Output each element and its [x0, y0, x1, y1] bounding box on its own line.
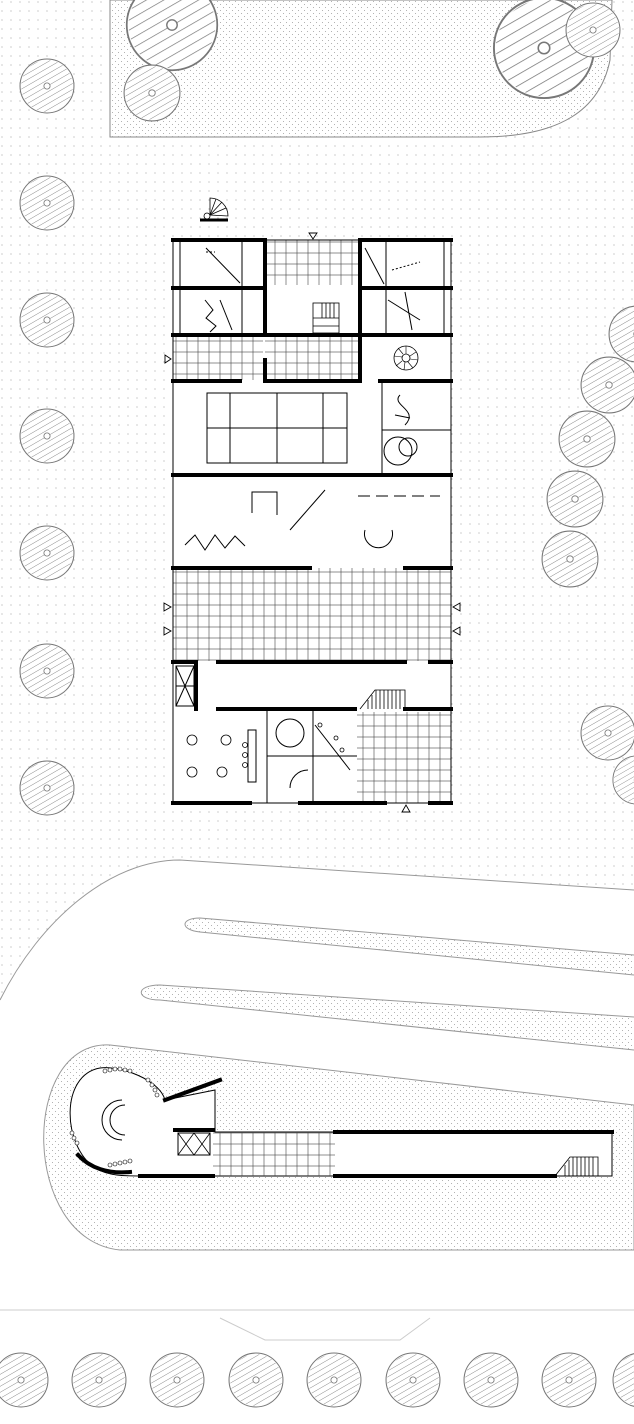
tree-icon: [581, 706, 634, 760]
tree-icon: [20, 644, 74, 698]
tree-icon: [542, 1353, 596, 1407]
tree-icon: [542, 531, 598, 587]
tree-icon: [20, 526, 74, 580]
tree-icon: [20, 293, 74, 347]
tree-icon: [307, 1353, 361, 1407]
tree-icon: [0, 1353, 48, 1407]
stair-icon: [313, 303, 339, 333]
tree-icon: [20, 409, 74, 463]
tree-icon: [20, 176, 74, 230]
bottom-tree-row: [0, 1353, 634, 1407]
tree-icon: [581, 357, 634, 413]
tree-icon: [464, 1353, 518, 1407]
tree-icon: [20, 59, 74, 113]
tree-icon: [547, 471, 603, 527]
main-building: [173, 198, 451, 803]
tree-icon: [20, 761, 74, 815]
tree-icon: [150, 1353, 204, 1407]
tree-icon: [229, 1353, 283, 1407]
tree-icon: [386, 1353, 440, 1407]
top-landscape-block: [110, 0, 620, 137]
tree-icon: [559, 411, 615, 467]
tree-icon: [613, 1353, 634, 1407]
tree-icon: [72, 1353, 126, 1407]
